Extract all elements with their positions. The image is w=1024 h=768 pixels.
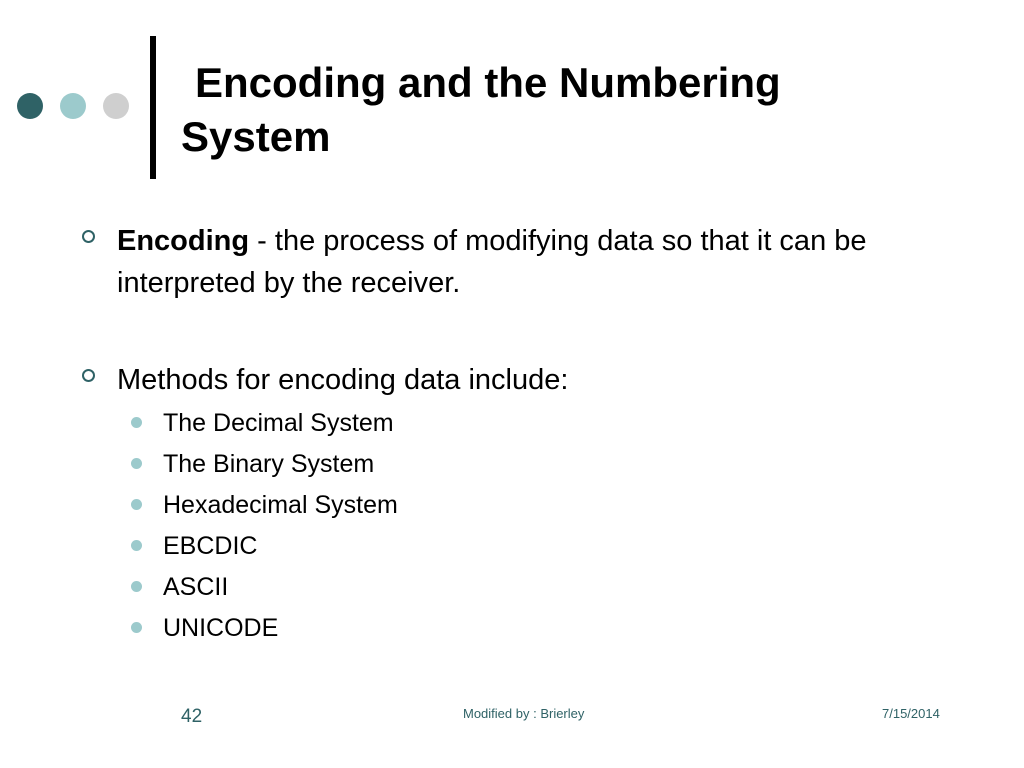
sub-bullet-text: The Binary System: [163, 450, 375, 478]
sub-bullet-item: [131, 403, 631, 444]
sub-bullet-text: The Decimal System: [163, 409, 394, 437]
sub-bullet-text: Hexadecimal System: [163, 491, 398, 519]
slide-title: [181, 56, 981, 164]
sub-bullet-item: [131, 444, 631, 485]
bullet-ring-icon: [82, 369, 95, 382]
sub-bullet-text: ASCII: [163, 573, 229, 601]
sub-bullet-item: [131, 567, 631, 608]
decorative-dot-teal: [60, 93, 86, 119]
sub-bullet-item: [131, 485, 631, 526]
sub-bullet-dot-icon: [131, 581, 142, 592]
sub-bullet-dot-icon: [131, 622, 142, 633]
bullet-definition: - the process of modifying data so that it can be interpreted by the receiver.: [117, 225, 867, 299]
bullet-term: Encoding: [117, 225, 250, 257]
slide-title-line-1: Encoding and the Numbering: [195, 59, 781, 106]
sub-bullet-dot-icon: [131, 417, 142, 428]
slide-number: 42: [181, 706, 203, 727]
sub-bullet-dot-icon: [131, 540, 142, 551]
slide-title-line-2: System: [181, 113, 331, 160]
footer-date: 7/15/2014: [882, 706, 940, 721]
bullet-ring-icon: [82, 230, 95, 243]
sub-bullet-text: EBCDIC: [163, 532, 258, 560]
decorative-dot-grey: [103, 93, 129, 119]
decorative-dot-dark: [17, 93, 43, 119]
sub-bullet-dot-icon: [131, 458, 142, 469]
sub-bullet-text: UNICODE: [163, 614, 279, 642]
sub-bullet-item: [131, 526, 631, 567]
sub-bullet-item: [131, 608, 631, 649]
bullet-encoding-methods: [82, 359, 962, 401]
bullet-text: Methods for encoding data include:: [117, 364, 569, 396]
bullet-text: [117, 220, 962, 304]
footer-author: Modified by : Brierley: [463, 706, 585, 721]
bullet-encoding-definition: [82, 220, 962, 304]
sub-bullet-dot-icon: [131, 499, 142, 510]
title-divider: [150, 36, 156, 179]
